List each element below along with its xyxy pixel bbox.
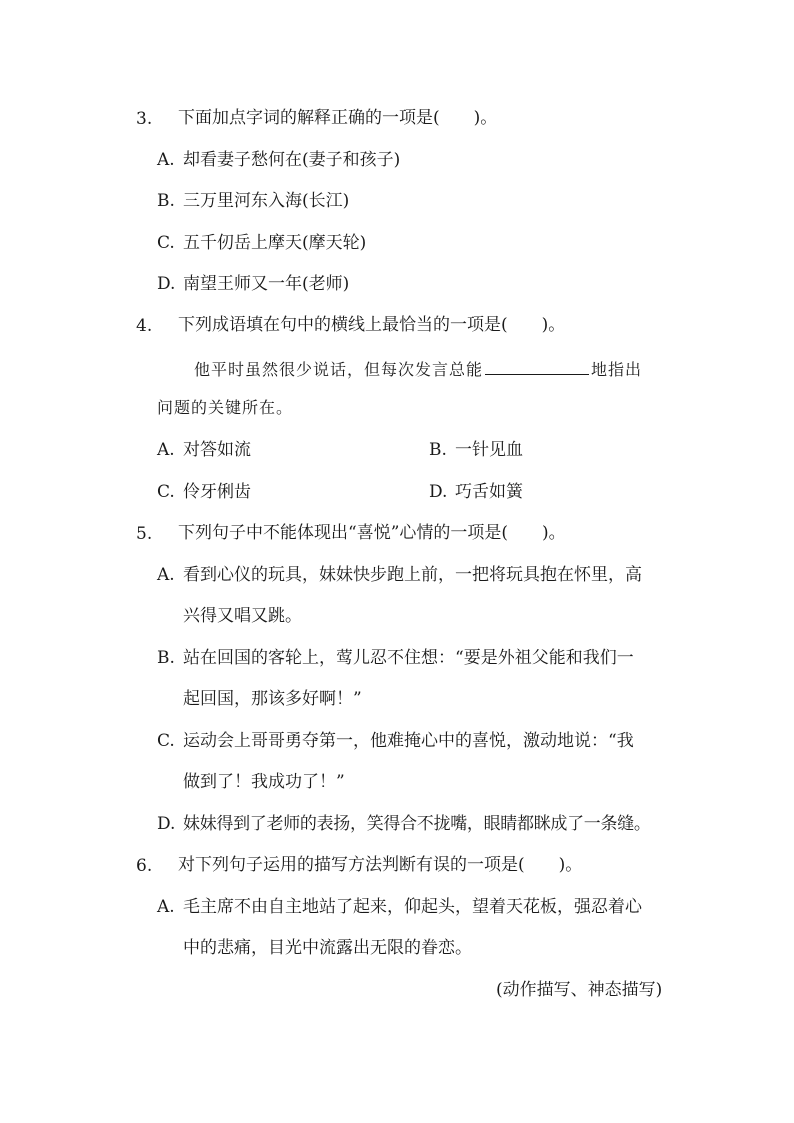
option-letter: C. [157, 482, 175, 502]
option-letter: A. [157, 150, 175, 170]
option-text: 三万里河东入海(长江) [183, 191, 350, 211]
question-stem: 下列句子中不能体现出“喜悦”心情的一项是( )。 [178, 523, 566, 543]
option-letter: C. [157, 731, 175, 751]
option-text: 却看妻子愁何在(妻子和孩子) [183, 150, 401, 170]
option-text-line-1: 毛主席不由自主地站了起来，仰起头，望着天花板，强忍着心 [183, 897, 642, 917]
option-d [429, 481, 523, 503]
option-text-line-2: 起回国，那该多好啊！” [183, 689, 362, 709]
option-text: 五千仞岳上摩天(摩天轮) [183, 233, 367, 253]
option-text-line-1: 看到心仪的玩具，妹妹快步跑上前，一把将玩具抱在怀里，高 [183, 565, 642, 585]
option-c [157, 232, 366, 254]
option-letter: A. [157, 897, 175, 917]
option-letter: B. [157, 191, 175, 211]
question-stem: 下列成语填在句中的横线上最恰当的一项是( )。 [178, 315, 566, 335]
option-text: 南望王师又一年(老师) [183, 274, 350, 294]
option-letter: B. [429, 440, 447, 460]
fill-blank[interactable] [485, 356, 589, 375]
option-note: (动作描写、神态描写) [496, 980, 663, 1000]
option-letter: A. [157, 440, 175, 460]
option-letter: D. [429, 482, 448, 502]
question-stem: 下面加点字词的解释正确的一项是( )。 [178, 108, 498, 128]
option-d [157, 273, 349, 295]
question-number: 6. [136, 856, 153, 876]
option-text: 伶牙俐齿 [183, 482, 251, 502]
quoted-sentence-line-1 [194, 356, 642, 381]
option-b [429, 439, 523, 461]
option-letter: D. [157, 274, 176, 294]
option-a [157, 149, 400, 171]
option-text-line-2: 中的悲痛，目光中流露出无限的眷恋。 [183, 938, 472, 958]
option-text-line-1: 运动会上哥哥勇夺第一，他难掩心中的喜悦，激动地说：“我 [183, 731, 634, 751]
option-c [157, 481, 251, 503]
option-text: 对答如流 [183, 440, 251, 460]
option-text-line-2: 做到了！我成功了！” [183, 772, 345, 792]
option-text-line-1: 妹妹得到了老师的表扬，笑得合不拢嘴，眼睛都眯成了一条缝。 [183, 814, 651, 834]
sentence-part-1: 他平时虽然很少说话，但每次发言总能 [194, 360, 484, 379]
quoted-sentence-line-2: 问题的关键所在。 [157, 398, 294, 417]
option-text-line-1: 站在回国的客轮上，莺儿忍不住想：“要是外祖父能和我们一 [183, 648, 634, 668]
option-letter: D. [157, 814, 176, 834]
question-number: 3. [136, 109, 153, 129]
option-text: 一针见血 [455, 440, 523, 460]
option-text: 巧舌如簧 [455, 482, 523, 502]
question-number: 4. [136, 316, 153, 336]
option-letter: C. [157, 233, 175, 253]
question-number: 5. [136, 524, 153, 544]
option-text-line-2: 兴得又唱又跳。 [183, 606, 302, 626]
option-letter: B. [157, 648, 175, 668]
sentence-part-2: 地指出 [591, 360, 643, 379]
option-b [157, 190, 349, 212]
option-letter: A. [157, 565, 175, 585]
question-stem: 对下列句子运用的描写方法判断有误的一项是( )。 [178, 855, 583, 875]
option-a [157, 439, 251, 461]
